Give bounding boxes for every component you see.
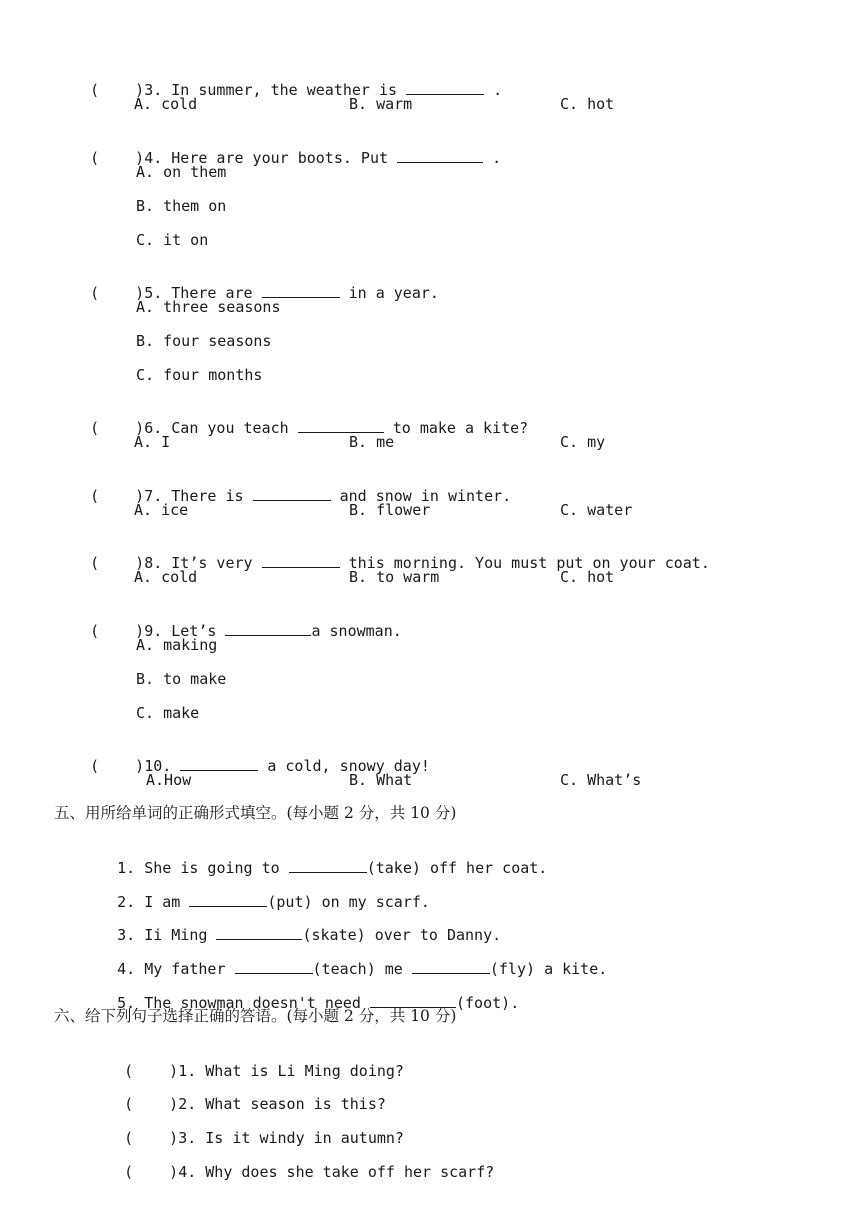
question-text: In summer, the weather is xyxy=(171,81,398,99)
answer-blank[interactable] xyxy=(216,925,302,940)
option-c[interactable]: C. What’s xyxy=(560,771,642,789)
section-title-part5: 五、用所给单词的正确形式填空。(每小题 2 分，共 10 分) xyxy=(54,804,457,822)
option-c[interactable]: C. water xyxy=(560,501,633,519)
option-b[interactable]: B. to warm xyxy=(349,568,440,586)
answer-blank[interactable] xyxy=(180,756,258,771)
answer-paren[interactable]: ( xyxy=(90,149,100,167)
answer-blank[interactable] xyxy=(262,553,340,568)
fill-item-5: 5. The snowman doesn't need (foot). xyxy=(117,994,520,1012)
option-b[interactable]: B. warm xyxy=(349,95,413,113)
answer-blank[interactable] xyxy=(412,959,490,974)
option-b[interactable]: B. four seasons xyxy=(136,332,272,350)
fill-item-3: 3. Ii Ming (skate) over to Danny. xyxy=(117,926,502,944)
question-text: There is xyxy=(171,487,244,505)
option-a[interactable]: A. ice xyxy=(134,501,189,519)
option-c[interactable]: C. four months xyxy=(136,366,263,384)
question-number: 6. xyxy=(144,419,163,437)
option-a[interactable]: A. on them xyxy=(136,163,227,181)
option-a[interactable]: A. cold xyxy=(134,568,198,586)
question-7: ( )7. There is and snow in winter. xyxy=(90,487,512,505)
answer-blank[interactable] xyxy=(262,283,340,298)
question-10: ( )10. a cold, snowy day! xyxy=(90,757,430,775)
question-5: ( )5. There are in a year. xyxy=(90,284,439,302)
question-number: 10. xyxy=(144,757,172,775)
match-item-1: ( )1. What is Li Ming doing? xyxy=(124,1062,404,1080)
option-c[interactable]: C. it on xyxy=(136,231,209,249)
question-text: There are xyxy=(171,284,253,302)
match-item-3: ( )3. Is it windy in autumn? xyxy=(124,1129,404,1147)
answer-paren[interactable]: ( xyxy=(90,757,100,775)
answer-blank[interactable] xyxy=(406,80,484,95)
question-text: Here are your boots. Put xyxy=(171,149,389,167)
question-number: 3. xyxy=(144,81,163,99)
answer-paren[interactable]: ( xyxy=(124,1129,134,1147)
match-item-2: ( )2. What season is this? xyxy=(124,1095,386,1113)
question-number: 4. xyxy=(144,149,163,167)
answer-paren[interactable]: ( xyxy=(90,81,100,99)
question-text: Let’s xyxy=(171,622,217,640)
question-3: ( )3. In summer, the weather is . xyxy=(90,81,503,99)
question-number: 7. xyxy=(144,487,163,505)
option-c[interactable]: C. my xyxy=(560,433,606,451)
question-9: ( )9. Let’s a snowman. xyxy=(90,622,402,640)
option-a[interactable]: A.How xyxy=(146,771,192,789)
answer-paren[interactable]: ( xyxy=(90,622,100,640)
match-item-4: ( )4. Why does she take off her scarf? xyxy=(124,1163,495,1181)
answer-paren[interactable]: ( xyxy=(124,1062,134,1080)
answer-paren[interactable]: ( xyxy=(90,419,100,437)
fill-item-2: 2. I am (put) on my scarf. xyxy=(117,893,430,911)
option-c[interactable]: C. hot xyxy=(560,95,615,113)
option-c[interactable]: C. hot xyxy=(560,568,615,586)
answer-paren[interactable]: ( xyxy=(124,1163,134,1181)
answer-blank[interactable] xyxy=(397,148,483,163)
question-number: 9. xyxy=(144,622,163,640)
section-title-part6: 六、给下列句子选择正确的答语。(每小题 2 分，共 10 分) xyxy=(54,1007,457,1025)
question-number: 5. xyxy=(144,284,163,302)
answer-blank[interactable] xyxy=(253,486,331,501)
question-text: Can you teach xyxy=(171,419,289,437)
answer-paren[interactable]: ( xyxy=(124,1095,134,1113)
option-c[interactable]: C. make xyxy=(136,704,200,722)
question-4: ( )4. Here are your boots. Put . xyxy=(90,149,502,167)
answer-paren[interactable]: ( xyxy=(90,554,100,572)
answer-blank[interactable] xyxy=(235,959,313,974)
option-b[interactable]: B. flower xyxy=(349,501,431,519)
question-number: 8. xyxy=(144,554,163,572)
fill-item-1: 1. She is going to (take) off her coat. xyxy=(117,859,548,877)
answer-paren[interactable]: ( xyxy=(90,284,100,302)
answer-paren[interactable]: ( xyxy=(90,487,100,505)
answer-blank[interactable] xyxy=(289,858,367,873)
option-b[interactable]: B. What xyxy=(349,771,413,789)
option-a[interactable]: A. cold xyxy=(134,95,198,113)
answer-blank[interactable] xyxy=(298,418,384,433)
question-8: ( )8. It’s very this morning. You must put on your coat. xyxy=(90,554,710,572)
question-text: It’s very xyxy=(171,554,253,572)
option-b[interactable]: B. me xyxy=(349,433,395,451)
option-a[interactable]: A. making xyxy=(136,636,218,654)
option-b[interactable]: B. to make xyxy=(136,670,227,688)
option-a[interactable]: A. I xyxy=(134,433,171,451)
answer-blank[interactable] xyxy=(225,621,311,636)
fill-item-4: 4. My father (teach) me (fly) a kite. xyxy=(117,960,608,978)
option-b[interactable]: B. them on xyxy=(136,197,227,215)
question-6: ( )6. Can you teach to make a kite? xyxy=(90,419,529,437)
option-a[interactable]: A. three seasons xyxy=(136,298,281,316)
